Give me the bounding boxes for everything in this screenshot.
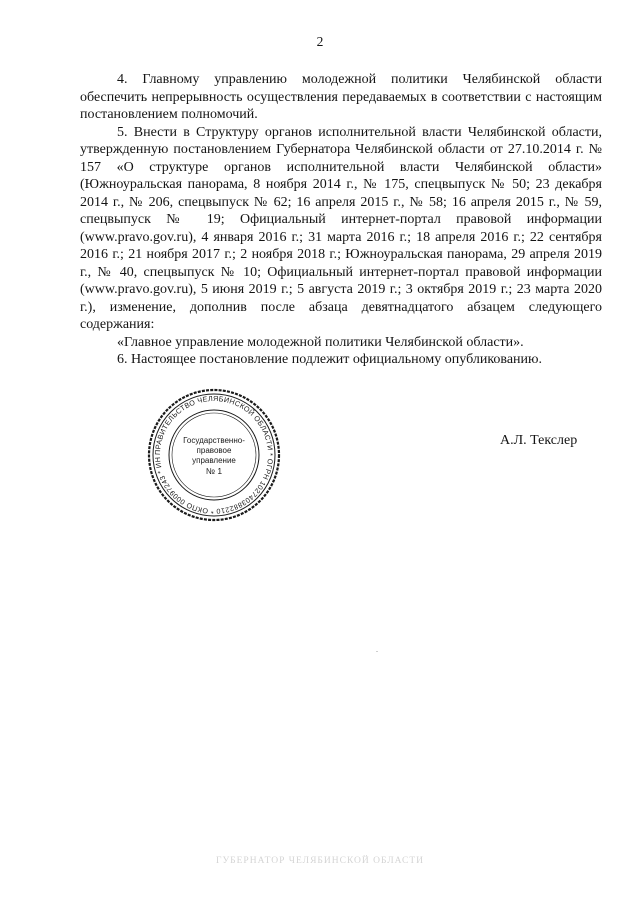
page-number: 2 [316,34,324,49]
seal-center-line-1: Государственно- [183,436,245,445]
scan-speck [376,651,378,652]
seal-center-line-2: правовое [196,446,232,455]
paragraph-item-4: 4. Главному управлению молодежной политики Челябинской области обеспечить непрерывность осуществления передаваемых в соответствии с настоящим постановлением полномочий. [80,72,602,122]
document-body [80,71,602,369]
seal-center-line-4: № 1 [205,466,223,476]
seal-ring-textpath: ПРАВИТЕЛЬСТВО ЧЕЛЯБИНСКОЙ ОБЛАСТИ * ОГРН 1027403882210 * ОКПО 00097243 * ИН [152,393,276,517]
paragraph-quoted-addition: «Главное управление молодежной политики Челябинской области». [117,334,524,350]
seal-graphic [147,388,281,522]
paragraph-item-6: 6. Настоящее постановление подлежит официальному опубликованию. [117,352,542,367]
paragraph-item-5: 5. Внести в Структуру органов исполнительной власти Челябинской области, утвержденную постановлением Губернатора Челябинской области от 27.10.2014 г. № 157 «О структуре органов исполнительной власти Челябинской области» (Южноуральская панорама, 8 ноября 2014 г., № 175, спецвыпуск № 50; 23 декабря 2014 г., № 206, спецвыпуск № 62; 16 апреля 2015 г., № 58; 16 апреля 2015 г., № 59, спецвыпуск № 19; Официальный интернет-портал правовой информации (www.pravo.gov.ru), 4 января 2016 г.; 31 марта 2016 г.; 18 апреля 2016 г.; 22 сентября 2016 г.; 21 ноября 2017 г.; 2 ноября 2018 г.; Южноуральская панорама, 29 апреля 2019 г., № 40, спецвыпуск № 10; Официальный интернет-портал правовой информации (www.pravo.gov.ru), 5 июня 2019 г.; 5 августа 2019 г.; 3 октября 2019 г.; 23 марта 2020 г.), изменение, дополнив после абзаца девятнадцатого абзацем следующего содержания: [80,124,602,332]
seal-center-line-3: управление [192,456,236,465]
official-seal [147,388,281,522]
signatory-name: А.Л. Текслер [500,433,578,448]
footer-watermark: ГУБЕРНАТОР ЧЕЛЯБИНСКОЙ ОБЛАСТИ [215,856,425,866]
